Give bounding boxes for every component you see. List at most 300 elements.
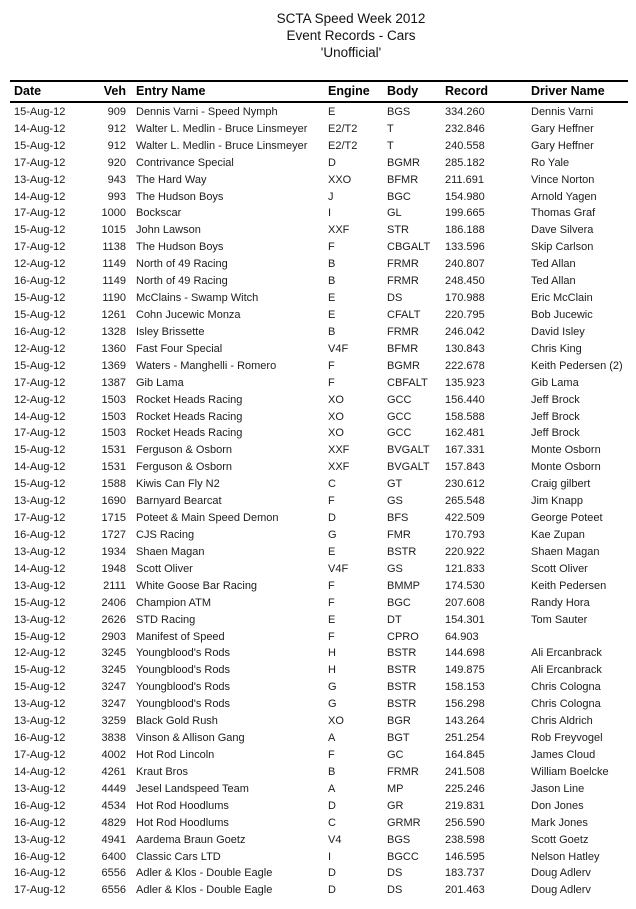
vehicle-number-cell: 912 xyxy=(107,139,126,152)
entry-name-cell: Bockscar xyxy=(136,207,182,220)
entry-name-cell: Champion ATM xyxy=(136,596,211,609)
entry-name-cell: Walter L. Medlin - Bruce Linsmeyer xyxy=(136,122,308,135)
driver-name-cell: Tom Sauter xyxy=(531,613,588,626)
results-table-body xyxy=(0,104,636,899)
record-speed-cell: 219.831 xyxy=(445,799,485,812)
record-speed-cell: 201.463 xyxy=(445,884,485,897)
table-row xyxy=(0,206,636,223)
col-header-body: Body xyxy=(387,84,419,98)
date-cell: 15-Aug-12 xyxy=(14,630,66,643)
driver-name-cell: Thomas Graf xyxy=(531,207,596,220)
engine-class-cell: G xyxy=(328,681,337,694)
record-speed-cell: 164.845 xyxy=(445,748,485,761)
engine-class-cell: XXF xyxy=(328,224,350,237)
engine-class-cell: E2/T2 xyxy=(328,122,358,135)
date-cell: 15-Aug-12 xyxy=(14,224,66,237)
date-cell: 13-Aug-12 xyxy=(14,833,66,846)
table-row xyxy=(0,442,636,459)
entry-name-cell: STD Racing xyxy=(136,613,196,626)
engine-class-cell: G xyxy=(328,698,337,711)
engine-class-cell: XO xyxy=(328,410,344,423)
driver-name-cell: Ted Allan xyxy=(531,275,576,288)
vehicle-number-cell: 3259 xyxy=(101,715,126,728)
entry-name-cell: Cohn Jucewic Monza xyxy=(136,309,241,322)
record-speed-cell: 144.698 xyxy=(445,647,485,660)
date-cell: 12-Aug-12 xyxy=(14,647,66,660)
body-class-cell: GL xyxy=(387,207,402,220)
driver-name-cell: Monte Osborn xyxy=(531,461,601,474)
col-header-driver-name: Driver Name xyxy=(531,84,605,98)
engine-class-cell: E xyxy=(328,309,336,322)
engine-class-cell: F xyxy=(328,748,335,761)
body-class-cell: GT xyxy=(387,478,403,491)
engine-class-cell: B xyxy=(328,325,336,338)
vehicle-number-cell: 943 xyxy=(107,173,126,186)
record-speed-cell: 422.509 xyxy=(445,512,485,525)
vehicle-number-cell: 4261 xyxy=(101,765,126,778)
body-class-cell: GCC xyxy=(387,393,412,406)
engine-class-cell: F xyxy=(328,359,335,372)
driver-name-cell: Chris Cologna xyxy=(531,681,601,694)
body-class-cell: FMR xyxy=(387,529,411,541)
date-cell: 16-Aug-12 xyxy=(14,529,66,541)
vehicle-number-cell: 1531 xyxy=(101,461,126,474)
vehicle-number-cell: 1503 xyxy=(101,393,126,406)
driver-name-cell: Dennis Varni xyxy=(531,105,594,118)
engine-class-cell: G xyxy=(328,529,337,541)
table-row xyxy=(0,358,636,375)
table-row xyxy=(0,798,636,815)
driver-name-cell: Keith Pedersen xyxy=(531,579,607,592)
body-class-cell: GRMR xyxy=(387,816,421,829)
vehicle-number-cell: 3247 xyxy=(101,698,126,711)
driver-name-cell: Gib Lama xyxy=(531,376,579,389)
record-speed-cell: 238.598 xyxy=(445,833,485,846)
vehicle-number-cell: 4829 xyxy=(101,816,126,829)
record-speed-cell: 256.590 xyxy=(445,816,485,829)
body-class-cell: GS xyxy=(387,562,403,575)
table-row xyxy=(0,781,636,798)
engine-class-cell: XO xyxy=(328,427,344,440)
vehicle-number-cell: 993 xyxy=(107,190,126,203)
entry-name-cell: Black Gold Rush xyxy=(136,715,218,728)
engine-class-cell: XO xyxy=(328,393,344,406)
entry-name-cell: Gib Lama xyxy=(136,376,184,389)
entry-name-cell: Youngblood's Rods xyxy=(136,664,231,677)
date-cell: 14-Aug-12 xyxy=(14,122,66,135)
entry-name-cell: Contrivance Special xyxy=(136,156,234,169)
entry-name-cell: John Lawson xyxy=(136,224,201,237)
table-row xyxy=(0,679,636,696)
engine-class-cell: XXF xyxy=(328,444,350,457)
body-class-cell: BFS xyxy=(387,512,409,525)
entry-name-cell: Youngblood's Rods xyxy=(136,647,231,660)
body-class-cell: BGMR xyxy=(387,359,420,372)
record-speed-cell: 199.665 xyxy=(445,207,485,220)
date-cell: 13-Aug-12 xyxy=(14,698,66,711)
table-row xyxy=(0,138,636,155)
engine-class-cell: XXF xyxy=(328,461,350,474)
record-speed-cell: 334.260 xyxy=(445,105,485,118)
entry-name-cell: Walter L. Medlin - Bruce Linsmeyer xyxy=(136,139,308,152)
engine-class-cell: XXO xyxy=(328,173,352,186)
table-row xyxy=(0,713,636,730)
table-row xyxy=(0,646,636,663)
body-class-cell: BSTR xyxy=(387,647,417,660)
record-speed-cell: 170.988 xyxy=(445,292,485,305)
table-row xyxy=(0,222,636,239)
table-header-row xyxy=(10,80,628,103)
entry-name-cell: North of 49 Racing xyxy=(136,258,228,271)
record-speed-cell: 246.042 xyxy=(445,325,485,338)
date-cell: 15-Aug-12 xyxy=(14,139,66,152)
record-speed-cell: 211.691 xyxy=(445,173,484,186)
driver-name-cell: Don Jones xyxy=(531,799,584,812)
table-row xyxy=(0,696,636,713)
date-cell: 13-Aug-12 xyxy=(14,579,66,592)
engine-class-cell: D xyxy=(328,884,336,897)
driver-name-cell: David Isley xyxy=(531,325,585,338)
table-row xyxy=(0,409,636,426)
engine-class-cell: I xyxy=(328,850,332,863)
record-speed-cell: 154.980 xyxy=(445,190,485,203)
body-class-cell: GS xyxy=(387,495,403,508)
date-cell: 14-Aug-12 xyxy=(14,190,66,203)
engine-class-cell: A xyxy=(328,732,336,745)
vehicle-number-cell: 1328 xyxy=(101,325,126,338)
engine-class-cell: F xyxy=(328,630,335,643)
body-class-cell: BGCC xyxy=(387,850,419,863)
body-class-cell: GCC xyxy=(387,427,412,440)
record-speed-cell: 158.153 xyxy=(445,681,485,694)
date-cell: 16-Aug-12 xyxy=(14,850,66,863)
entry-name-cell: Isley Brissette xyxy=(136,325,205,338)
table-row xyxy=(0,476,636,493)
body-class-cell: MP xyxy=(387,782,404,795)
body-class-cell: CPRO xyxy=(387,630,419,643)
engine-class-cell: E xyxy=(328,545,336,558)
body-class-cell: FRMR xyxy=(387,275,419,288)
record-speed-cell: 154.301 xyxy=(445,613,485,626)
driver-name-cell: Arnold Yagen xyxy=(531,190,597,203)
vehicle-number-cell: 1588 xyxy=(101,478,126,491)
record-speed-cell: 186.188 xyxy=(445,224,485,237)
driver-name-cell: Ali Ercanbrack xyxy=(531,647,602,660)
date-cell: 13-Aug-12 xyxy=(14,613,66,626)
body-class-cell: DT xyxy=(387,613,402,626)
driver-name-cell: Dave Silvera xyxy=(531,224,594,237)
entry-name-cell: Rocket Heads Racing xyxy=(136,427,243,440)
driver-name-cell: George Poteet xyxy=(531,512,603,525)
vehicle-number-cell: 912 xyxy=(107,122,126,135)
driver-name-cell: Jim Knapp xyxy=(531,495,583,508)
vehicle-number-cell: 3245 xyxy=(101,664,126,677)
entry-name-cell: Rocket Heads Racing xyxy=(136,410,243,423)
table-row xyxy=(0,578,636,595)
body-class-cell: CBGALT xyxy=(387,241,431,254)
driver-name-cell: Doug Adlerv xyxy=(531,884,591,897)
date-cell: 14-Aug-12 xyxy=(14,461,66,474)
vehicle-number-cell: 4449 xyxy=(101,782,126,795)
driver-name-cell: James Cloud xyxy=(531,748,596,761)
record-speed-cell: 158.588 xyxy=(445,410,485,423)
table-row xyxy=(0,510,636,527)
col-header-record: Record xyxy=(445,84,489,98)
driver-name-cell: Nelson Hatley xyxy=(531,850,600,863)
vehicle-number-cell: 1138 xyxy=(102,241,126,254)
date-cell: 15-Aug-12 xyxy=(14,309,66,322)
entry-name-cell: White Goose Bar Racing xyxy=(136,579,258,592)
driver-name-cell: Bob Jucewic xyxy=(531,309,593,322)
body-class-cell: FRMR xyxy=(387,325,419,338)
entry-name-cell: Youngblood's Rods xyxy=(136,698,231,711)
engine-class-cell: A xyxy=(328,782,336,795)
body-class-cell: GC xyxy=(387,748,404,761)
body-class-cell: GCC xyxy=(387,410,412,423)
engine-class-cell: D xyxy=(328,156,336,169)
driver-name-cell: Ali Ercanbrack xyxy=(531,664,602,677)
table-row xyxy=(0,341,636,358)
table-row xyxy=(0,865,636,882)
table-row xyxy=(0,104,636,121)
table-row xyxy=(0,256,636,273)
document-header xyxy=(0,0,636,61)
engine-class-cell: D xyxy=(328,867,336,880)
entry-name-cell: The Hard Way xyxy=(136,173,207,186)
driver-name-cell: Scott Oliver xyxy=(531,562,588,575)
driver-name-cell: Chris Aldrich xyxy=(531,715,593,728)
record-speed-cell: 251.254 xyxy=(445,732,485,745)
vehicle-number-cell: 1015 xyxy=(101,224,126,237)
entry-name-cell: Scott Oliver xyxy=(136,562,193,575)
table-row xyxy=(0,324,636,341)
engine-class-cell: V4F xyxy=(328,562,349,575)
body-class-cell: BSTR xyxy=(387,698,417,711)
engine-class-cell: C xyxy=(328,478,336,491)
date-cell: 14-Aug-12 xyxy=(14,765,66,778)
driver-name-cell: Vince Norton xyxy=(531,173,595,186)
table-row xyxy=(0,189,636,206)
body-class-cell: BSTR xyxy=(387,664,417,677)
engine-class-cell: J xyxy=(328,190,334,203)
record-speed-cell: 143.264 xyxy=(445,715,485,728)
table-row xyxy=(0,493,636,510)
date-cell: 16-Aug-12 xyxy=(14,867,66,880)
driver-name-cell: Ro Yale xyxy=(531,156,570,169)
driver-name-cell: Doug Adlerv xyxy=(531,867,591,880)
vehicle-number-cell: 1190 xyxy=(102,292,126,305)
driver-name-cell: Randy Hora xyxy=(531,596,590,609)
date-cell: 16-Aug-12 xyxy=(14,325,66,338)
date-cell: 14-Aug-12 xyxy=(14,562,66,575)
body-class-cell: DS xyxy=(387,867,403,880)
vehicle-number-cell: 1503 xyxy=(101,410,126,423)
vehicle-number-cell: 920 xyxy=(107,156,126,169)
table-row xyxy=(0,747,636,764)
table-row xyxy=(0,764,636,781)
entry-name-cell: Adler & Klos - Double Eagle xyxy=(136,884,273,897)
entry-name-cell: Hot Rod Lincoln xyxy=(136,748,215,761)
record-speed-cell: 121.833 xyxy=(445,562,485,575)
entry-name-cell: Shaen Magan xyxy=(136,545,205,558)
driver-name-cell: Chris King xyxy=(531,342,582,355)
table-row xyxy=(0,459,636,476)
driver-name-cell: Gary Heffner xyxy=(531,122,594,135)
table-row xyxy=(0,239,636,256)
engine-class-cell: D xyxy=(328,799,336,812)
body-class-cell: BGS xyxy=(387,105,411,118)
entry-name-cell: Ferguson & Osborn xyxy=(136,444,232,457)
driver-name-cell: William Boelcke xyxy=(531,765,609,778)
engine-class-cell: B xyxy=(328,258,336,271)
driver-name-cell: Scott Goetz xyxy=(531,833,589,846)
engine-class-cell: V4F xyxy=(328,342,349,355)
date-cell: 17-Aug-12 xyxy=(14,156,66,169)
table-row xyxy=(0,544,636,561)
entry-name-cell: The Hudson Boys xyxy=(136,241,224,254)
driver-name-cell: Keith Pedersen (2) xyxy=(531,359,623,372)
vehicle-number-cell: 1149 xyxy=(102,258,126,271)
table-row xyxy=(0,290,636,307)
vehicle-number-cell: 6556 xyxy=(101,884,126,897)
vehicle-number-cell: 1261 xyxy=(101,309,126,322)
vehicle-number-cell: 4534 xyxy=(101,799,126,812)
driver-name-cell: Craig gilbert xyxy=(531,478,591,491)
body-class-cell: BFMR xyxy=(387,173,419,186)
table-row xyxy=(0,273,636,290)
engine-class-cell: C xyxy=(328,816,336,829)
engine-class-cell: XO xyxy=(328,715,344,728)
driver-name-cell: Jason Line xyxy=(531,782,585,795)
record-speed-cell: 207.608 xyxy=(445,596,485,609)
date-cell: 15-Aug-12 xyxy=(14,681,66,694)
date-cell: 15-Aug-12 xyxy=(14,292,66,305)
driver-name-cell: Jeff Brock xyxy=(531,410,580,423)
driver-name-cell: Eric McClain xyxy=(531,292,593,305)
entry-name-cell: Adler & Klos - Double Eagle xyxy=(136,867,273,880)
table-row xyxy=(0,155,636,172)
record-speed-cell: 130.843 xyxy=(445,342,485,355)
status-label: 'Unofficial' xyxy=(320,45,382,60)
body-class-cell: BVGALT xyxy=(387,461,430,474)
date-cell: 16-Aug-12 xyxy=(14,799,66,812)
date-cell: 17-Aug-12 xyxy=(14,512,66,525)
table-row xyxy=(0,730,636,747)
entry-name-cell: Waters - Manghelli - Romero xyxy=(136,359,277,372)
body-class-cell: FRMR xyxy=(387,258,419,271)
table-row xyxy=(0,527,636,544)
table-row xyxy=(0,612,636,629)
engine-class-cell: D xyxy=(328,512,336,525)
entry-name-cell: Fast Four Special xyxy=(136,342,223,355)
vehicle-number-cell: 6556 xyxy=(101,867,126,880)
driver-name-cell: Kae Zupan xyxy=(531,529,585,541)
engine-class-cell: B xyxy=(328,275,336,288)
record-speed-cell: 170.793 xyxy=(445,529,485,541)
col-header-engine: Engine xyxy=(328,84,370,98)
body-class-cell: BVGALT xyxy=(387,444,430,457)
date-cell: 12-Aug-12 xyxy=(14,258,66,271)
table-row xyxy=(0,849,636,866)
date-cell: 17-Aug-12 xyxy=(14,427,66,440)
date-cell: 16-Aug-12 xyxy=(14,275,66,288)
entry-name-cell: Aardema Braun Goetz xyxy=(136,833,246,846)
driver-name-cell: Skip Carlson xyxy=(531,241,594,254)
date-cell: 15-Aug-12 xyxy=(14,478,66,491)
entry-name-cell: Poteet & Main Speed Demon xyxy=(136,512,279,525)
driver-name-cell: Gary Heffner xyxy=(531,139,594,152)
driver-name-cell: Ted Allan xyxy=(531,258,576,271)
body-class-cell: BFMR xyxy=(387,342,419,355)
body-class-cell: BGT xyxy=(387,732,410,745)
vehicle-number-cell: 6400 xyxy=(101,850,126,863)
date-cell: 15-Aug-12 xyxy=(14,105,66,118)
body-class-cell: FRMR xyxy=(387,765,419,778)
entry-name-cell: Classic Cars LTD xyxy=(136,850,221,863)
record-speed-cell: 162.481 xyxy=(445,427,485,440)
engine-class-cell: H xyxy=(328,647,336,660)
record-speed-cell: 220.795 xyxy=(445,309,485,322)
table-row xyxy=(0,662,636,679)
col-header-veh: Veh xyxy=(103,84,126,98)
table-row xyxy=(0,426,636,443)
date-cell: 15-Aug-12 xyxy=(14,596,66,609)
entry-name-cell: Rocket Heads Racing xyxy=(136,393,243,406)
table-row xyxy=(0,815,636,832)
vehicle-number-cell: 3247 xyxy=(101,681,126,694)
record-speed-cell: 183.737 xyxy=(445,867,485,880)
date-cell: 13-Aug-12 xyxy=(14,545,66,558)
entry-name-cell: The Hudson Boys xyxy=(136,190,224,203)
vehicle-number-cell: 1360 xyxy=(101,342,126,355)
page-title: SCTA Speed Week 2012 xyxy=(276,11,426,26)
record-speed-cell: 167.331 xyxy=(445,444,485,457)
engine-class-cell: F xyxy=(328,579,335,592)
body-class-cell: STR xyxy=(387,224,409,237)
body-class-cell: BSTR xyxy=(387,681,417,694)
record-speed-cell: 225.246 xyxy=(445,782,485,795)
vehicle-number-cell: 1727 xyxy=(101,529,126,541)
entry-name-cell: Barnyard Bearcat xyxy=(136,495,222,508)
record-speed-cell: 149.875 xyxy=(445,664,485,677)
table-row xyxy=(0,595,636,612)
body-class-cell: CFALT xyxy=(387,309,421,322)
body-class-cell: DS xyxy=(387,292,403,305)
record-speed-cell: 232.846 xyxy=(445,122,485,135)
body-class-cell: BGS xyxy=(387,833,411,846)
col-header-date: Date xyxy=(14,84,42,98)
entry-name-cell: North of 49 Racing xyxy=(136,275,228,288)
record-speed-cell: 248.450 xyxy=(445,275,485,288)
table-row xyxy=(0,561,636,578)
date-cell: 13-Aug-12 xyxy=(14,495,66,508)
vehicle-number-cell: 1369 xyxy=(101,359,126,372)
entry-name-cell: Kiwis Can Fly N2 xyxy=(136,478,220,491)
vehicle-number-cell: 4941 xyxy=(101,833,126,846)
entry-name-cell: McClains - Swamp Witch xyxy=(136,292,259,305)
entry-name-cell: Jesel Landspeed Team xyxy=(136,782,249,795)
engine-class-cell: B xyxy=(328,765,336,778)
body-class-cell: BMMP xyxy=(387,579,420,592)
body-class-cell: BGR xyxy=(387,715,411,728)
table-row xyxy=(0,629,636,646)
record-speed-cell: 220.922 xyxy=(445,545,485,558)
body-class-cell: BSTR xyxy=(387,545,417,558)
date-cell: 15-Aug-12 xyxy=(14,444,66,457)
date-cell: 12-Aug-12 xyxy=(14,342,66,355)
table-row xyxy=(0,832,636,849)
driver-name-cell: Mark Jones xyxy=(531,816,588,829)
